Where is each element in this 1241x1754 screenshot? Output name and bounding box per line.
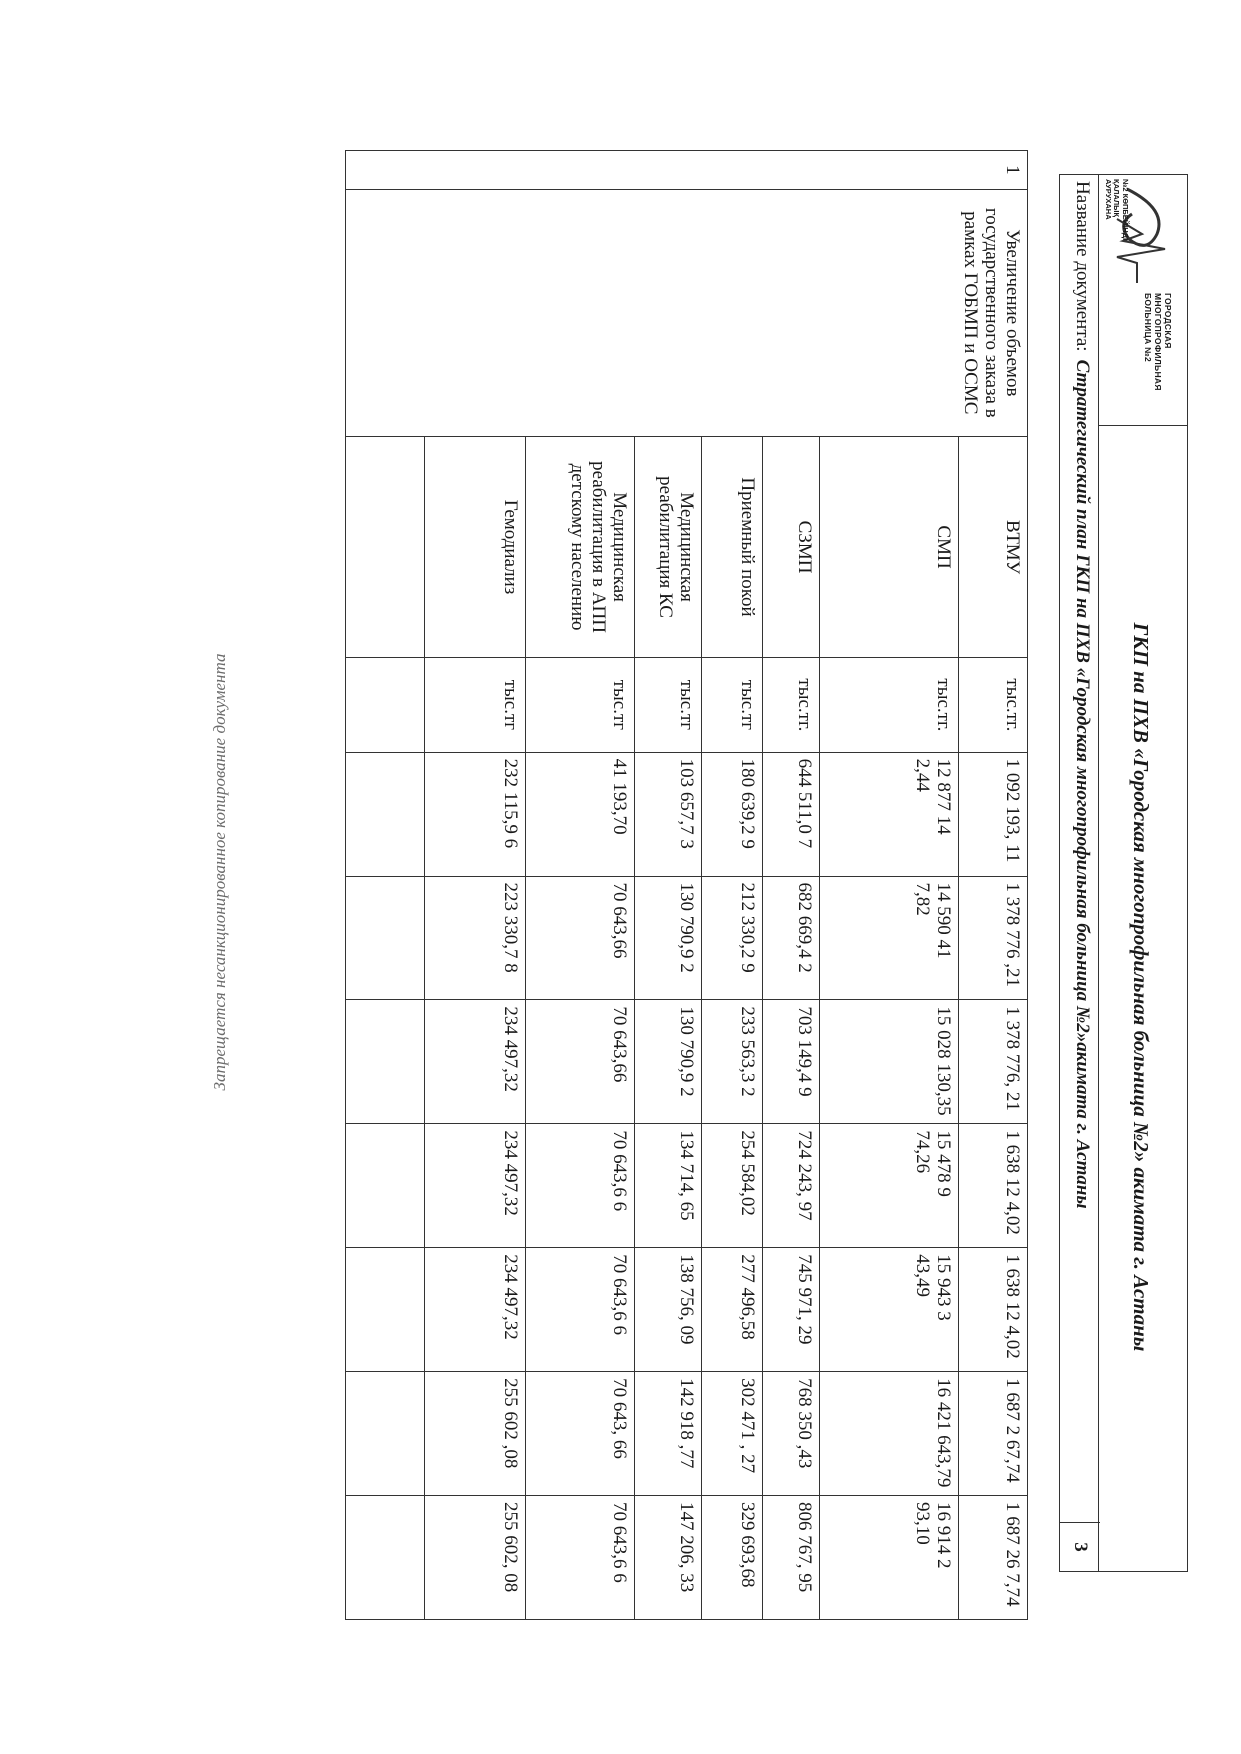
value-cell: 277 496,58 bbox=[702, 1248, 763, 1372]
value-cell: 724 243, 97 bbox=[763, 1124, 820, 1248]
unit-cell: тыс.тг bbox=[526, 658, 635, 752]
value-cell: 16 421 643,79 bbox=[820, 1372, 959, 1496]
unit-cell: тыс.тг bbox=[425, 658, 526, 752]
value-cell: 16 914 2 93,10 bbox=[820, 1496, 959, 1620]
unit-cell: тыс.тг. bbox=[763, 658, 820, 752]
value-cell: 255 602 ,08 bbox=[425, 1372, 526, 1496]
document-header bbox=[1098, 174, 1188, 1572]
value-cell: 806 767, 95 bbox=[763, 1496, 820, 1620]
value-cell: 768 350 ,43 bbox=[763, 1372, 820, 1496]
category-cell: Гемодиализ bbox=[425, 436, 526, 657]
value-cell: 147 206, 33 bbox=[635, 1496, 702, 1620]
value-cell: 14 590 41 7,82 bbox=[820, 876, 959, 1000]
value-cell: 142 918 ,77 bbox=[635, 1372, 702, 1496]
value-cell: 1 687 2 67,74 bbox=[959, 1372, 1028, 1496]
value-cell: 1 638 12 4,02 bbox=[959, 1124, 1028, 1248]
value-cell: 134 714, 65 bbox=[635, 1124, 702, 1248]
unit-cell: тыс.тг bbox=[702, 658, 763, 752]
value-cell: 1 378 776, 21 bbox=[959, 1000, 1028, 1124]
value-cell: 41 193,70 bbox=[526, 752, 635, 876]
rotated-document-page bbox=[188, 150, 1188, 1620]
value-cell: 234 497,32 bbox=[425, 1248, 526, 1372]
value-cell: 12 877 14 2,44 bbox=[820, 752, 959, 876]
empty-cell bbox=[346, 658, 425, 752]
category-cell: Приемный покой bbox=[702, 436, 763, 657]
copy-restriction-note: Запрещается несанкционированное копирование документа bbox=[210, 653, 229, 1091]
value-cell: 1 687 26 7,74 bbox=[959, 1496, 1028, 1620]
logo-text-ru: ГОРОДСКАЯ МНОГОПРОФИЛЬНАЯ БОЛЬНИЦА №2 bbox=[1143, 293, 1173, 391]
value-cell: 223 330,7 8 bbox=[425, 876, 526, 1000]
value-cell: 70 643,6 6 bbox=[526, 1248, 635, 1372]
value-cell: 130 790,9 2 bbox=[635, 1000, 702, 1124]
category-cell: ВТМУ bbox=[959, 436, 1028, 657]
category-cell: Медицинская реабилитация в АПП детскому населению bbox=[526, 436, 635, 657]
row-number: 1 bbox=[346, 151, 1028, 190]
document-name-row bbox=[1059, 174, 1100, 1572]
value-cell: 1 378 776 ,21 bbox=[959, 876, 1028, 1000]
value-cell: 1 638 12 4,02 bbox=[959, 1248, 1028, 1372]
unit-cell: тыс.тг bbox=[635, 658, 702, 752]
empty-cell bbox=[346, 752, 425, 876]
empty-cell bbox=[346, 1372, 425, 1496]
value-cell: 1 092 193, 11 bbox=[959, 752, 1028, 876]
empty-cell bbox=[346, 436, 425, 657]
value-cell: 745 971, 29 bbox=[763, 1248, 820, 1372]
empty-cell bbox=[346, 1496, 425, 1620]
value-cell: 644 511,0 7 bbox=[763, 752, 820, 876]
empty-cell bbox=[346, 1000, 425, 1124]
document-name-label: Название документа: bbox=[1072, 181, 1093, 352]
value-cell: 15 943 3 43,49 bbox=[820, 1248, 959, 1372]
value-cell: 233 563,3 2 bbox=[702, 1000, 763, 1124]
value-cell: 138 756, 09 bbox=[635, 1248, 702, 1372]
category-cell: Медицинская реабилитация КС bbox=[635, 436, 702, 657]
value-cell: 103 657,7 3 bbox=[635, 752, 702, 876]
value-cell: 212 330,2 9 bbox=[702, 876, 763, 1000]
financial-plan-table bbox=[345, 150, 1028, 1620]
value-cell: 15 478 9 74,26 bbox=[820, 1124, 959, 1248]
unit-cell: тыс.тг. bbox=[959, 658, 1028, 752]
value-cell: 703 149,4 9 bbox=[763, 1000, 820, 1124]
value-cell: 130 790,9 2 bbox=[635, 876, 702, 1000]
value-cell: 70 643,6 6 bbox=[526, 1496, 635, 1620]
value-cell: 234 497,32 bbox=[425, 1124, 526, 1248]
value-cell: 232 115,9 6 bbox=[425, 752, 526, 876]
value-cell: 15 028 130,35 bbox=[820, 1000, 959, 1124]
value-cell: 70 643,66 bbox=[526, 876, 635, 1000]
empty-cell bbox=[346, 1124, 425, 1248]
page-number: 3 bbox=[1060, 1522, 1100, 1571]
value-cell: 70 643,6 6 bbox=[526, 1124, 635, 1248]
empty-cell bbox=[346, 1248, 425, 1372]
value-cell: 234 497,32 bbox=[425, 1000, 526, 1124]
logo-text-kz: №2 КӨПБЕЙІНДІ ҚАЛАЛЫҚ АУРУХАНА bbox=[1104, 179, 1130, 241]
empty-cell bbox=[346, 876, 425, 1000]
hospital-logo bbox=[1099, 175, 1187, 426]
unit-cell: тыс.тг. bbox=[820, 658, 959, 752]
organization-title: ГКП на ПХВ «Городская многопрофильная больница №2» акимата г. Астаны bbox=[1129, 622, 1153, 1352]
document-name-value: Стратегический план ГКП на ПХВ «Городская многопрофильная больница №2»акимата г. Астаны bbox=[1072, 359, 1093, 1209]
value-cell: 254 584,02 bbox=[702, 1124, 763, 1248]
value-cell: 329 693,68 bbox=[702, 1496, 763, 1620]
value-cell: 255 602, 08 bbox=[425, 1496, 526, 1620]
value-cell: 180 639,2 9 bbox=[702, 752, 763, 876]
value-cell: 682 669,4 2 bbox=[763, 876, 820, 1000]
value-cell: 302 471 , 27 bbox=[702, 1372, 763, 1496]
table-row bbox=[959, 151, 1028, 1620]
goal-cell: Увеличение объемов государственного заказа в рамках ГОБМП и ОСМС bbox=[346, 189, 1028, 436]
category-cell: СМП bbox=[820, 436, 959, 657]
value-cell: 70 643,66 bbox=[526, 1000, 635, 1124]
category-cell: СЗМП bbox=[763, 436, 820, 657]
value-cell: 70 643, 66 bbox=[526, 1372, 635, 1496]
